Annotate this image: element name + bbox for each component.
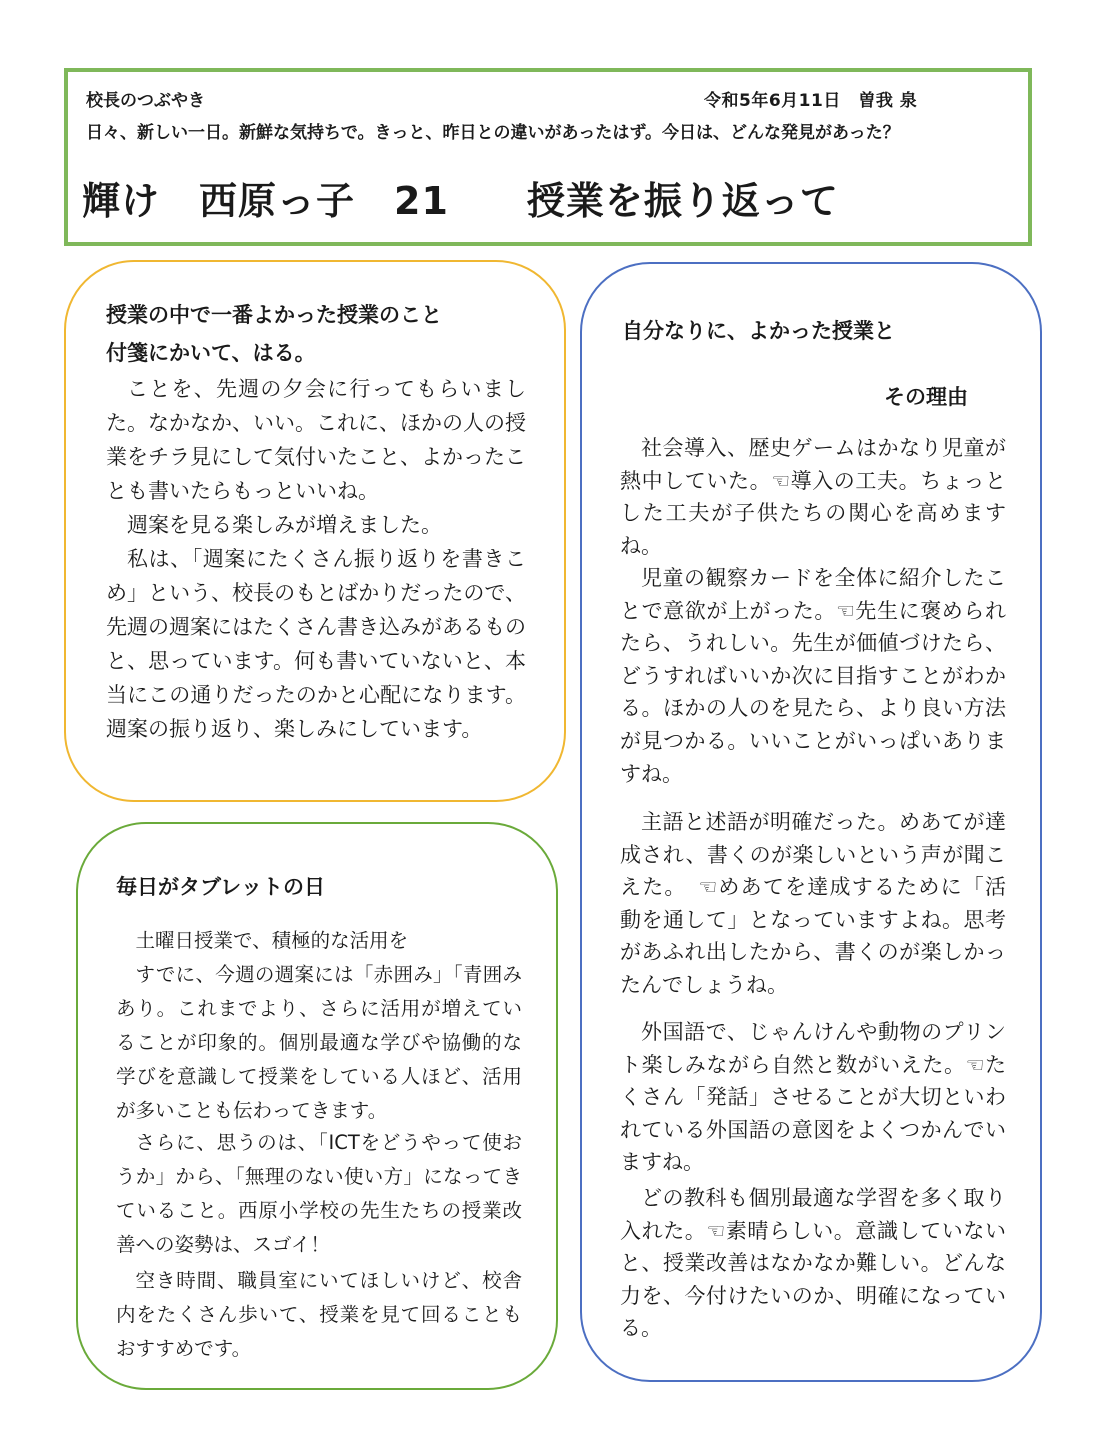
newsletter-header: [64, 68, 1032, 246]
box2-paragraph: 社会導入、歴史ゲームはかなり児童が熱中していた。☜導入の工夫。ちょっとした工夫が子供たちの関心を高めますね。: [620, 436, 1006, 558]
box2-heading-line2: その理由: [884, 385, 968, 409]
date-author: 令和5年6月11日 曽我 泉: [704, 91, 918, 111]
box3-heading: 毎日がタブレットの日: [116, 875, 325, 899]
box3-paragraph: さらに、思うのは、「ICTをどうやって使おうか」から、「無理のない使い方」になってきていること。西原小学校の先生たちの授業改善への姿勢は、スゴイ！: [116, 1131, 522, 1256]
box1-paragraph: 週案を見る楽しみが増えました。: [127, 513, 442, 537]
box-best-lesson: [64, 260, 566, 802]
box3-paragraph: 土曜日授業で、積極的な活用を: [135, 929, 409, 952]
box-good-lessons: [580, 262, 1042, 1382]
box1-heading-line2: 付箋にかいて、はる。: [106, 341, 316, 365]
box2-paragraph: 主語と述語が明確だった。めあてが達成され、書くのが楽しいという声が聞こえた。 ☜めあてを達成するために「活動を通して」となっていますよね。思考があふれ出したから、書くのが楽しかったんでしょうね。: [620, 810, 1006, 997]
box1-paragraph: 私は、「週案にたくさん振り返りを書きこめ」という、校長のもとばかりだったので、先週の週案にはたくさん書き込みがあるものと、思っています。何も書いていないと、本当にこの通りだったのかと心配になります。週案の振り返り、楽しみにしています。: [106, 547, 526, 741]
box1-paragraph: ことを、先週の夕会に行ってもらいました。なかなか、いい。これに、ほかの人の授業をチラ見にして気付いたこと、よかったことも書いたらもっといいね。: [106, 377, 526, 503]
box1-heading-line1: 授業の中で一番よかった授業のこと: [106, 303, 442, 327]
column-label: 校長のつぶやき: [86, 91, 205, 111]
box2-paragraph: どの教科も個別最適な学習を多く取り入れた。☜素晴らしい。意識していないと、授業改善はなかなか難しい。どんな力を、今付けたいのか、明確になっている。: [620, 1186, 1006, 1341]
box3-paragraph: すでに、今週の週案には「赤囲み」「青囲みあり。これまでより、さらに活用が増えていることが印象的。個別最適な学びや協働的な学びを意識して授業をしている人ほど、活用が多いことも伝わってきます。: [116, 963, 522, 1122]
motto: 日々、新しい一日。新鮮な気持ちで。きっと、昨日との違いがあったはず。今日は、どんな発見があった？: [86, 123, 900, 143]
page-title: 輝け 西原っ子 21 授業を振り返って: [82, 179, 839, 223]
box2-heading-line1: 自分なりに、よかった授業と: [622, 319, 895, 343]
box2-paragraph: 児童の観察カードを全体に紹介したことで意欲が上がった。☜先生に褒められたら、うれしい。先生が価値づけたら、どうすればいいか次に目指すことがわかる。ほかの人のを見たら、より良い方法が見つかる。いいことがいっぱいありますね。: [620, 566, 1006, 786]
box-tablet-day: [76, 822, 558, 1390]
box3-paragraph: 空き時間、職員室にいてほしいけど、校舎内をたくさん歩いて、授業を見て回ることもおすすめです。: [116, 1269, 522, 1360]
box2-paragraph: 外国語で、じゃんけんや動物のプリント楽しみながら自然と数がいえた。☜たくさん「発話」させることが大切といわれている外国語の意図をよくつかんでいますね。: [620, 1020, 1006, 1175]
